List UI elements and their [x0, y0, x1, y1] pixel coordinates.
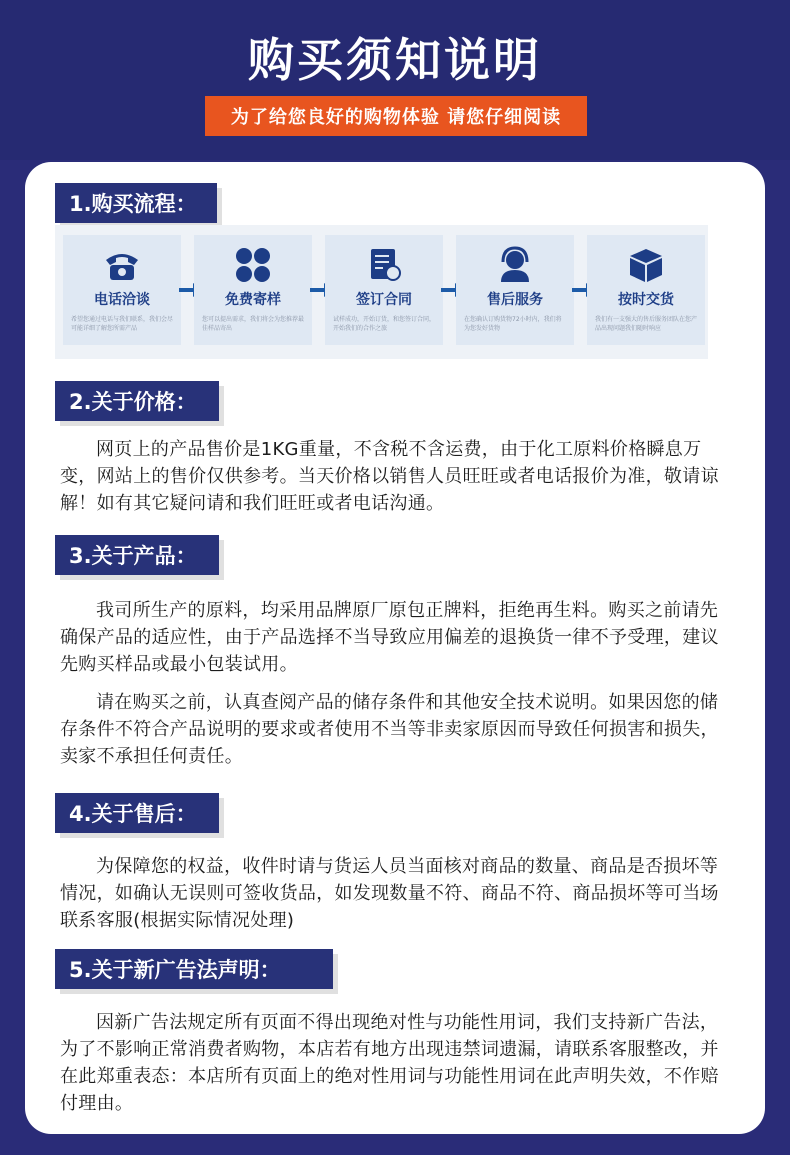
flow-step-desc: 希望您通过电话与我们联系，我们会尽可能详细了解您所需产品	[71, 316, 174, 332]
flow-step-label: 按时交货	[618, 292, 674, 308]
flow-step-desc: 您可以提出需求，我们将会为您推荐最佳样品寄出	[202, 316, 305, 332]
section-heading-purchase-process: 1.购买流程：	[55, 183, 217, 223]
purchase-flow	[55, 225, 708, 359]
phone-icon	[100, 245, 144, 285]
after-sales-paragraph: 为保障您的权益，收件时请与货运人员当面核对商品的数量、商品是否损坏等情况，如确认无误则可签收货品，如发现数量不符、商品不符、商品损坏等可当场联系客服(根据实际情况处理)	[60, 856, 719, 931]
flow-step-label: 售后服务	[487, 292, 543, 308]
flow-step-desc: 试样成功，开始订货，和您签订合同，开始我们的合作之旅	[333, 316, 436, 332]
headset-icon	[493, 245, 537, 285]
product-paragraph-1: 我司所生产的原料，均采用品牌原厂原包正牌料，拒绝再生料。购买之前请先确保产品的适应性，由于产品选择不当导致应用偏差的退换货一律不予受理，建议先购买样品或最小包装试用。	[60, 600, 719, 675]
flow-step-desc: 我们有一支强大的售后服务团队在您产品出现问题我们随时响应	[595, 316, 698, 332]
page-subtitle: 为了给您良好的购物体验 请您仔细阅读	[205, 96, 587, 136]
page-header	[0, 0, 790, 160]
product-paragraph-2: 请在购买之前，认真查阅产品的储存条件和其他安全技术说明。如果因您的储存条件不符合产品说明的要求或者使用不当等非卖家原因而导致任何损害和损失，卖家不承担任何责任。	[60, 692, 719, 767]
flow-step-desc: 在您确认订购货物72小时内，我们将为您发好货物	[464, 316, 562, 332]
price-paragraph: 网页上的产品售价是1KG重量，不含税不含运费，由于化工原料价格瞬息万变，网站上的售价仅供参考。当天价格以销售人员旺旺或者电话报价为准，敬请谅解！如有其它疑问请和我们旺旺或者电话沟通。	[60, 439, 719, 514]
flow-step-label: 免费寄样	[225, 292, 281, 308]
flow-step-label: 签订合同	[356, 292, 412, 308]
flow-step-delivery	[587, 235, 705, 345]
flow-step-phone	[63, 235, 181, 345]
section-heading-ad-law: 5.关于新广告法声明：	[55, 949, 333, 989]
contract-icon	[362, 245, 406, 285]
section-heading-price: 2.关于价格：	[55, 381, 219, 421]
flow-step-contract	[325, 235, 443, 345]
sample-icon	[231, 245, 275, 285]
ad-law-paragraph: 因新广告法规定所有页面不得出现绝对性与功能性用词，我们支持新广告法，为了不影响正常消费者购物，本店若有地方出现违禁词遗漏，请联系客服整改，并在此郑重表态：本店所有页面上的绝对性用词与功能性用词在此声明失效，不作赔付理由。	[60, 1012, 719, 1114]
page-title: 购买须知说明	[248, 33, 542, 87]
box-icon	[624, 245, 668, 285]
section-heading-product: 3.关于产品：	[55, 535, 219, 575]
flow-step-sample	[194, 235, 312, 345]
flow-step-after-sales	[456, 235, 574, 345]
flow-step-label: 电话洽谈	[94, 292, 150, 308]
section-heading-after-sales: 4.关于售后：	[55, 793, 219, 833]
